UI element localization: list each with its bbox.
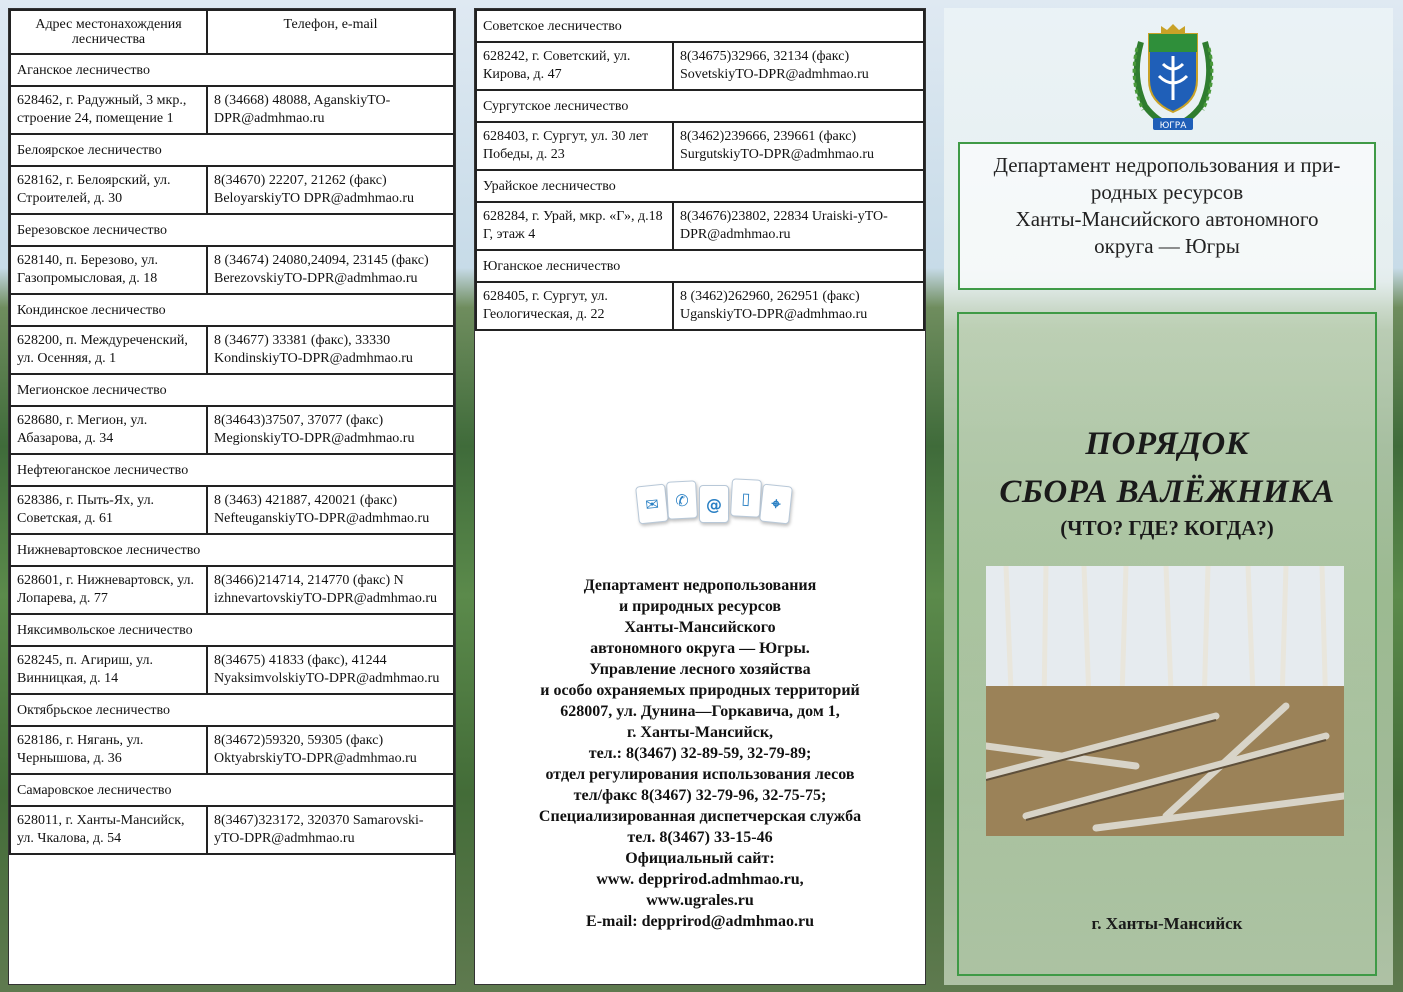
forestry-contact: 8(34675)32966, 32134 (факс) SovetskiyTO-DPR@admhmao.ru	[673, 42, 924, 90]
contact-line: Ханты-Мансийского	[624, 619, 776, 636]
department-line: родных ресурсов	[1090, 180, 1244, 204]
at-icon: @	[699, 485, 729, 523]
forestry-address: 628245, п. Агириш, ул. Винницкая, д. 14	[10, 646, 207, 694]
forestry-address: 628140, п. Березово, ул. Газопромысловая, д. 18	[10, 246, 207, 294]
forestry-section-row	[10, 534, 454, 566]
contact-line: www. depprirod.admhmao.ru,	[596, 871, 804, 888]
forestry-contact: 8(3466)214714, 214770 (факс) N izhnevartovskiyTO-DPR@admhmao.ru	[207, 566, 454, 614]
forestry-section-row	[10, 774, 454, 806]
forestry-name: Кондинское лесничество	[10, 294, 454, 326]
forestry-table-middle	[475, 9, 925, 331]
forestry-contact: 8(3467)323172, 320370 Samarovski-yTO-DPR@admhmao.ru	[207, 806, 454, 854]
forestry-name: Мегионское лесничество	[10, 374, 454, 406]
forestry-name: Нефтеюганское лесничество	[10, 454, 454, 486]
forestry-name: Самаровское лесничество	[10, 774, 454, 806]
forestry-address: 628284, г. Урай, мкр. «Г», д.18 Г, этаж 4	[476, 202, 673, 250]
middle-panel	[474, 8, 926, 985]
forestry-detail-row	[476, 42, 924, 90]
mobile-icon: ▯	[730, 478, 762, 518]
forestry-detail-row	[476, 122, 924, 170]
forestry-address: 628462, г. Радужный, 3 мкр., строение 24, помещение 1	[10, 86, 207, 134]
forestry-name: Аганское лесничество	[10, 54, 454, 86]
forestry-contact: 8 (34677) 33381 (факс), 33330 KondinskiyTO-DPR@admhmao.ru	[207, 326, 454, 374]
forestry-detail-row	[10, 806, 454, 854]
forestry-contact: 8 (34674) 24080,24094, 23145 (факс) BerezovskiyTO-DPR@admhmao.ru	[207, 246, 454, 294]
forestry-detail-row	[10, 726, 454, 774]
cover-panel	[944, 8, 1393, 985]
department-contact-block	[475, 575, 925, 932]
contact-line: E-mail: depprirod@admhmao.ru	[586, 913, 814, 930]
forestry-section-row	[10, 294, 454, 326]
forestry-detail-row	[10, 646, 454, 694]
forestry-detail-row	[10, 566, 454, 614]
forestry-name: Нижневартовское лесничество	[10, 534, 454, 566]
contact-line: 628007, ул. Дунина—Горкавича, дом 1,	[560, 703, 840, 720]
forestry-contact: 8(34670) 22207, 21262 (факс) BeloyarskiyTO DPR@admhmao.ru	[207, 166, 454, 214]
forestry-contact: 8 (34668) 48088, AganskiyTO-DPR@admhmao.ru	[207, 86, 454, 134]
forestry-address: 628011, г. Ханты-Мансийск, ул. Чкалова, д. 54	[10, 806, 207, 854]
forestry-name: Урайское лесничество	[476, 170, 924, 202]
forestry-detail-row	[476, 282, 924, 330]
forestry-contact: 8 (3463) 421887, 420021 (факс) NefteuganskiyTO-DPR@admhmao.ru	[207, 486, 454, 534]
fallen-trees-photo	[986, 566, 1344, 836]
contact-column-header: Телефон, e-mail	[207, 10, 454, 54]
emblem-label: ЮГРА	[1159, 121, 1187, 131]
forestry-section-row	[10, 134, 454, 166]
forestry-contact: 8(34672)59320, 59305 (факс) OktyabrskiyTO-DPR@admhmao.ru	[207, 726, 454, 774]
contact-line: г. Ханты-Мансийск,	[626, 724, 774, 741]
contact-line: отдел регулирования использования лесов	[545, 766, 855, 783]
forestry-contact: 8(3462)239666, 239661 (факс) SurgutskiyTO-DPR@admhmao.ru	[673, 122, 924, 170]
contact-line: автономного округа — Югры.	[590, 640, 810, 657]
contact-line: Официальный сайт:	[625, 850, 775, 867]
forestry-detail-row	[10, 166, 454, 214]
contact-icons	[635, 471, 795, 527]
forestry-detail-row	[10, 486, 454, 534]
table-header-row	[10, 10, 454, 54]
forestry-section-row	[476, 250, 924, 282]
contact-line: и особо охраняемых природных территорий	[540, 682, 860, 699]
forestry-name: Березовское лесничество	[10, 214, 454, 246]
contact-line: www.ugrales.ru	[646, 892, 754, 909]
forestry-section-row	[10, 374, 454, 406]
forestry-section-row	[476, 90, 924, 122]
contact-line: тел.: 8(3467) 32-89-59, 32-79-89;	[588, 745, 812, 762]
forestry-detail-row	[10, 326, 454, 374]
forestry-address: 628403, г. Сургут, ул. 30 лет Победы, д. 23	[476, 122, 673, 170]
forestry-name: Белоярское лесничество	[10, 134, 454, 166]
department-line: Департамент недропользования и при-	[993, 153, 1341, 177]
forestry-address: 628680, г. Мегион, ул. Абазарова, д. 34	[10, 406, 207, 454]
forestry-name: Советское лесничество	[476, 10, 924, 42]
forestry-detail-row	[10, 86, 454, 134]
forestry-section-row	[476, 170, 924, 202]
forestry-section-row	[10, 54, 454, 86]
address-column-header: Адрес местонахождения лесничества	[10, 10, 207, 54]
cover-title-box	[957, 312, 1377, 976]
contact-line: Департамент недропользования	[583, 577, 817, 594]
contact-line: Специализированная диспетчерская служба	[538, 808, 862, 825]
contact-line: тел/факс 8(3467) 32-79-96, 32-75-75;	[573, 787, 827, 804]
title-line-1: ПОРЯДОК	[1085, 426, 1249, 462]
forestry-name: Сургутское лесничество	[476, 90, 924, 122]
forestry-address: 628186, г. Нягань, ул. Чернышова, д. 36	[10, 726, 207, 774]
forestry-address: 628162, г. Белоярский, ул. Строителей, д. 30	[10, 166, 207, 214]
forestry-detail-row	[10, 406, 454, 454]
title-line-2: СБОРА ВАЛЁЖНИКА	[999, 474, 1335, 510]
brochure-title	[959, 420, 1375, 516]
forestry-address: 628386, г. Пыть-Ях, ул. Советская, д. 61	[10, 486, 207, 534]
forestry-address: 628200, п. Междуреченский, ул. Осенняя, д. 1	[10, 326, 207, 374]
forestry-address: 628405, г. Сургут, ул. Геологическая, д. 22	[476, 282, 673, 330]
phone-icon: ✆	[666, 480, 698, 520]
forestry-section-row	[476, 10, 924, 42]
forestry-section-row	[10, 214, 454, 246]
left-panel	[8, 8, 456, 985]
department-line: округа — Югры	[1094, 234, 1240, 258]
forestry-name: Октябрьское лесничество	[10, 694, 454, 726]
forestry-name: Няксимвольское лесничество	[10, 614, 454, 646]
brochure-subtitle: (ЧТО? ГДЕ? КОГДА?)	[1060, 516, 1274, 540]
forestry-address: 628601, г. Нижневартовск, ул. Лопарева, д. 77	[10, 566, 207, 614]
forestry-address: 628242, г. Советский, ул. Кирова, д. 47	[476, 42, 673, 90]
city-name: г. Ханты-Мансийск	[1091, 914, 1243, 933]
forestry-contact: 8(34676)23802, 22834 Uraiski-yTO-DPR@admhmao.ru	[673, 202, 924, 250]
forestry-contact: 8(34643)37507, 37077 (факс) MegionskiyTO-DPR@admhmao.ru	[207, 406, 454, 454]
forestry-section-row	[10, 454, 454, 486]
department-line: Ханты-Мансийского автономного	[1015, 207, 1319, 231]
contact-line: Управление лесного хозяйства	[589, 661, 811, 678]
forestry-contact: 8(34675) 41833 (факс), 41244 NyaksimvolskiyTO-DPR@admhmao.ru	[207, 646, 454, 694]
forestry-section-row	[10, 614, 454, 646]
forestry-name: Юганское лесничество	[476, 250, 924, 282]
department-name-box	[958, 142, 1376, 290]
location-icon: ⌖	[759, 484, 793, 525]
forestry-detail-row	[476, 202, 924, 250]
forestry-section-row	[10, 694, 454, 726]
contact-line: тел. 8(3467) 33-15-46	[627, 829, 773, 846]
contact-line: и природных ресурсов	[618, 598, 782, 615]
forestry-contact: 8 (3462)262960, 262951 (факс) UganskiyTO-DPR@admhmao.ru	[673, 282, 924, 330]
emblem-icon	[1127, 22, 1219, 134]
forestry-detail-row	[10, 246, 454, 294]
forestry-table-left	[9, 9, 455, 855]
mail-icon: ✉	[635, 484, 669, 525]
